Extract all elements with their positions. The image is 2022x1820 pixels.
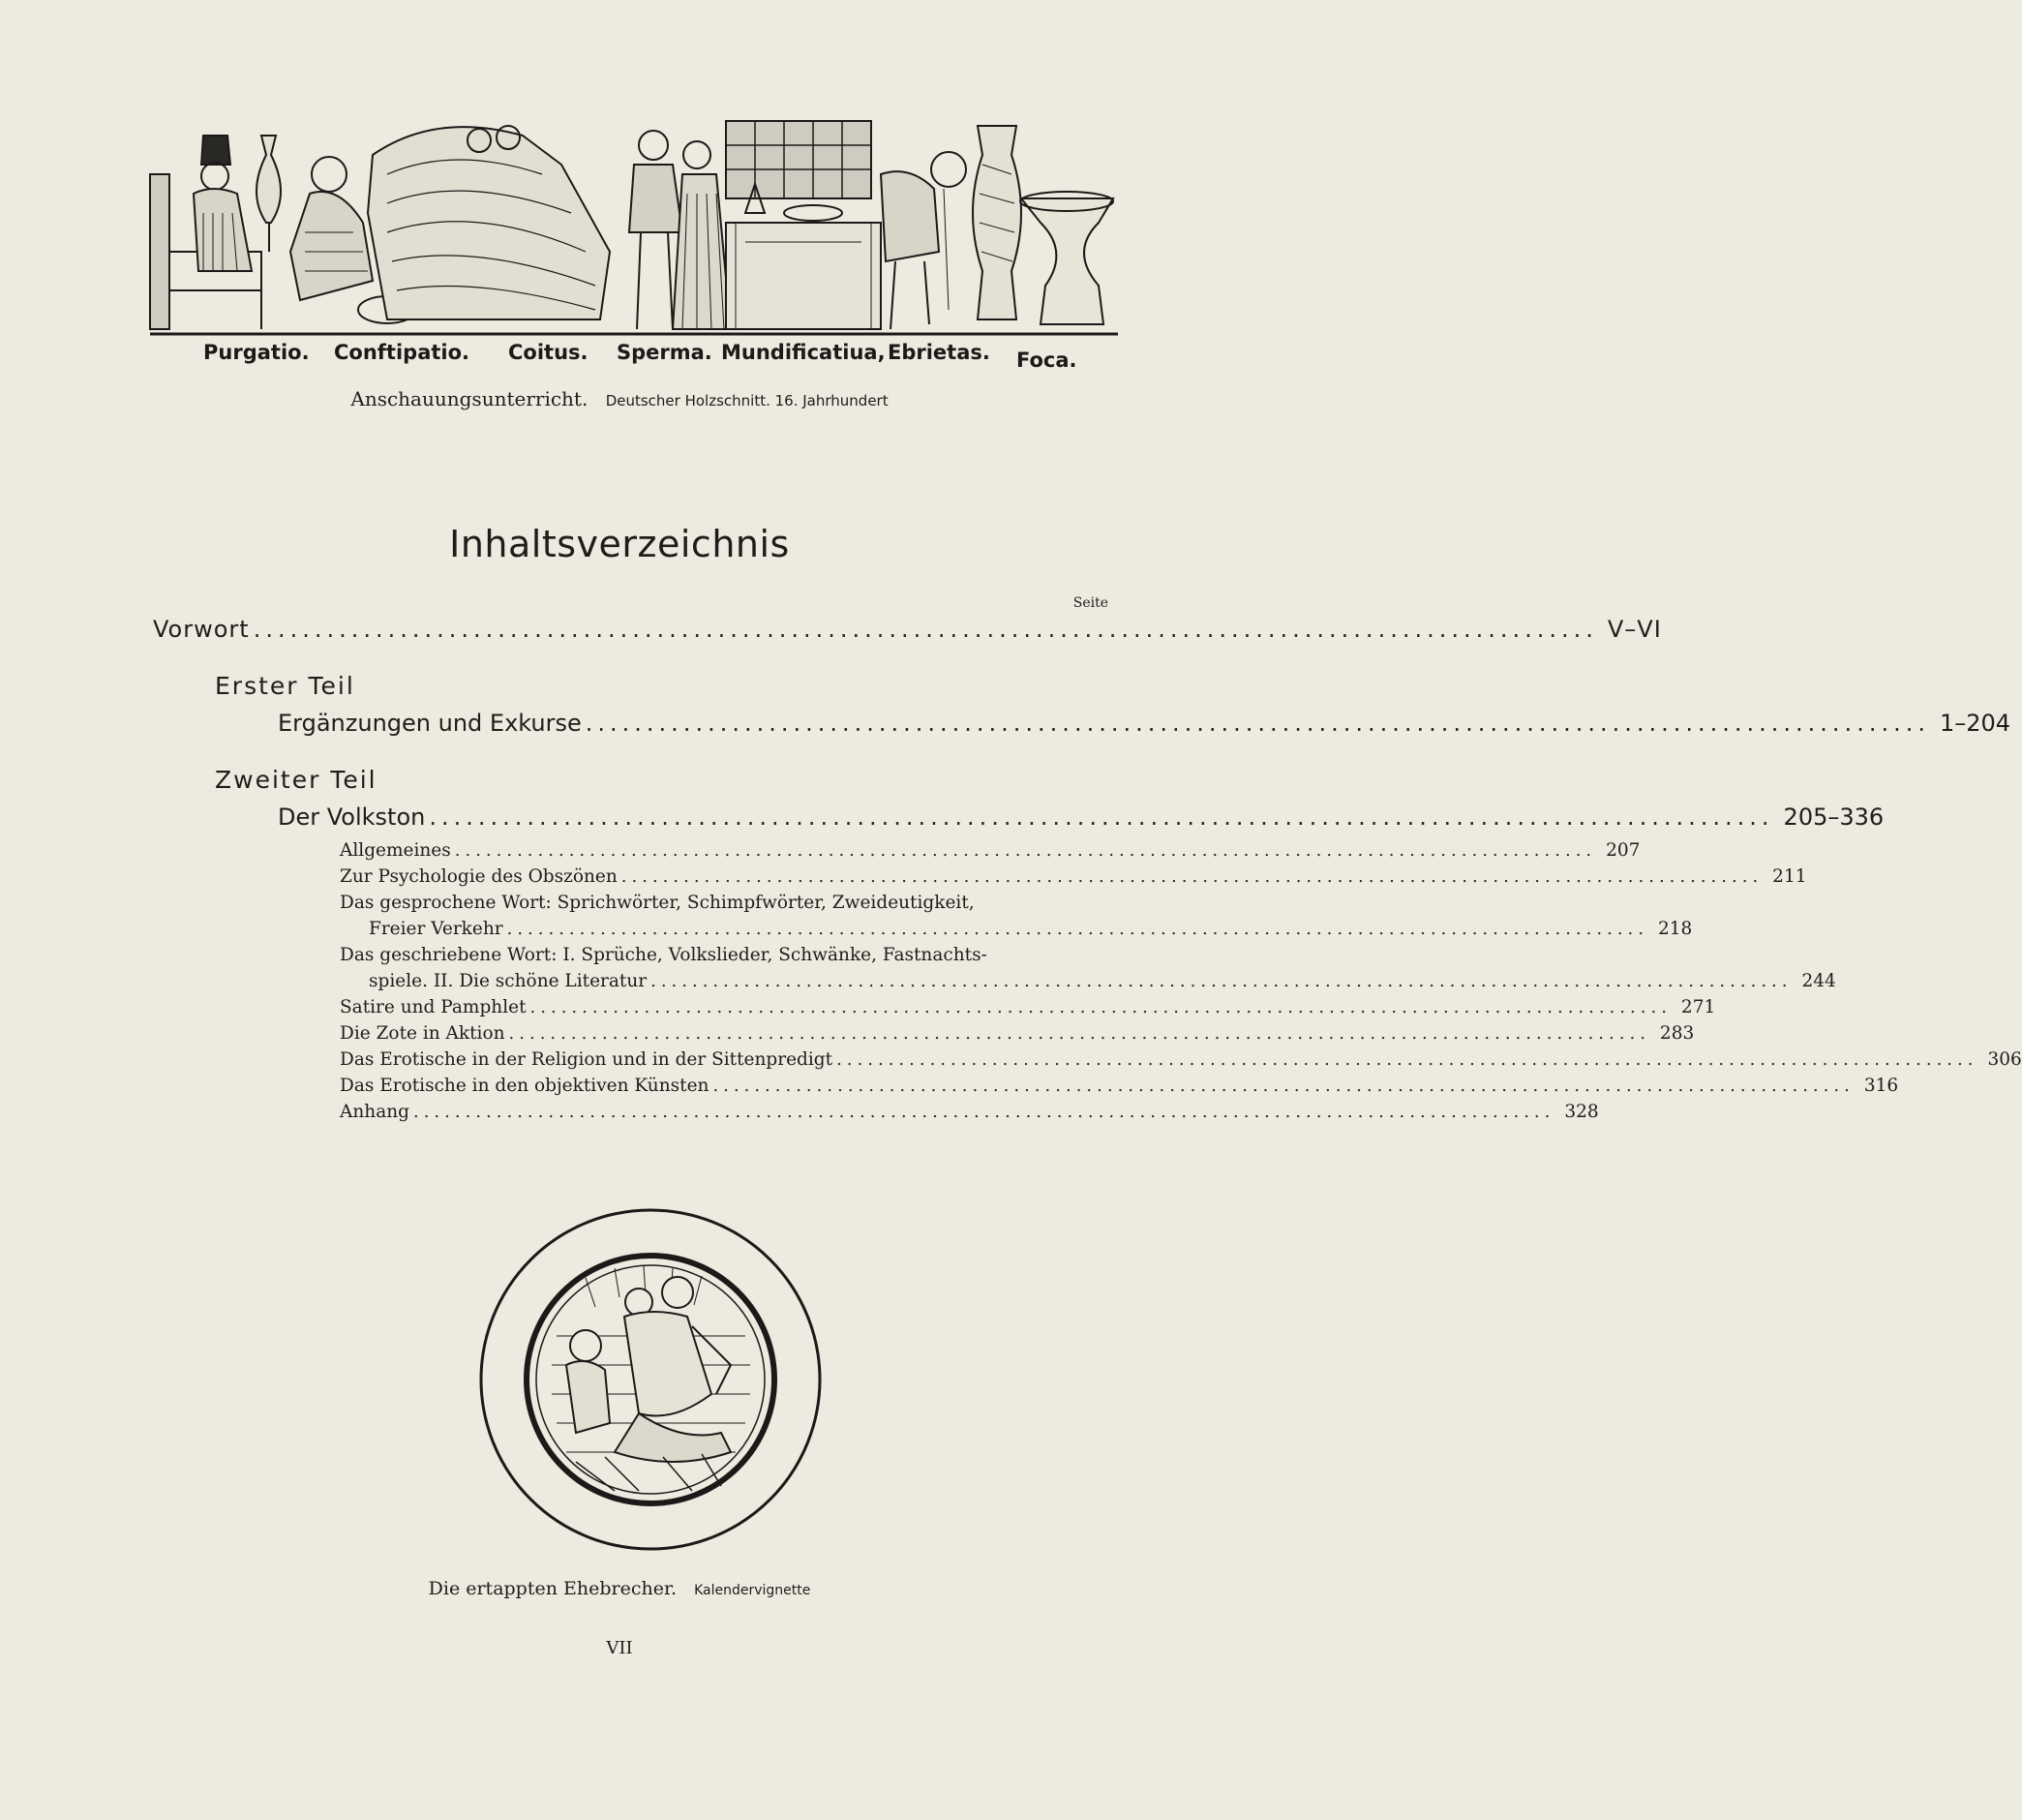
- toc-subentry-page: 244: [1801, 971, 1836, 991]
- toc-subentry-line1: Das gesprochene Wort: Sprichwörter, Schimpfwörter, Zweideutigkeit,: [340, 893, 975, 913]
- toc-subentry[interactable]: [340, 840, 1641, 861]
- toc-subentry[interactable]: [340, 997, 1716, 1017]
- leader-dots: ..............................................................................................................: [429, 804, 1774, 831]
- leader-dots: ..............................................................................................................: [712, 1076, 1855, 1096]
- woodcut-label: Ebrietas.: [888, 341, 990, 364]
- toc-subentry-label: Das Erotische in der Religion und in der Sittenpredigt: [340, 1049, 833, 1070]
- leader-dots: ..............................................................................................................: [650, 971, 1793, 991]
- toc-subentry-label: Freier Verkehr: [369, 919, 503, 939]
- toc-subentry[interactable]: [340, 1049, 2022, 1070]
- toc-subentry[interactable]: [340, 1102, 1599, 1122]
- page-number: VII: [606, 1638, 633, 1658]
- toc-subentry-page: 283: [1659, 1023, 1695, 1044]
- toc-subentry-page: 218: [1657, 919, 1693, 939]
- leader-dots: ..............................................................................................................: [506, 919, 1648, 939]
- vignette-caption: [0, 1578, 1239, 1599]
- part-heading-2: Zweiter Teil: [215, 766, 377, 794]
- woodcut-label: Foca.: [1016, 349, 1077, 372]
- toc-subentry-page: 207: [1606, 840, 1641, 861]
- toc-subentry[interactable]: [369, 971, 1836, 991]
- part-heading-1: Erster Teil: [215, 672, 355, 700]
- page-column-label: Seite: [1072, 595, 1108, 611]
- vignette-caption-source: Kalendervignette: [694, 1583, 811, 1598]
- toc-subentry[interactable]: [369, 919, 1693, 939]
- toc-entry-vorwort[interactable]: [153, 616, 1662, 643]
- toc-subentry-page: 211: [1772, 866, 1807, 887]
- toc-entry-label: Ergänzungen und Exkurse: [278, 710, 582, 737]
- leader-dots: ..............................................................................................................: [508, 1023, 1650, 1044]
- woodcut-labels: [145, 341, 1123, 379]
- woodcut-label: Coitus.: [508, 341, 588, 364]
- calendar-vignette-image: [469, 1200, 832, 1559]
- toc-entry-page: 205–336: [1783, 804, 1885, 831]
- toc-subentry-label: Zur Psychologie des Obszönen: [340, 866, 618, 887]
- toc-entry-label: Vorwort: [153, 616, 250, 643]
- toc-subentry[interactable]: [340, 1023, 1695, 1044]
- toc-subentry-page: 328: [1564, 1102, 1599, 1122]
- leader-dots: ..............................................................................................................: [253, 616, 1598, 643]
- woodcut-label: Mundificatiua,: [721, 341, 886, 364]
- toc-entry-page: 1–204: [1939, 710, 2011, 737]
- leader-dots: ..............................................................................................................: [836, 1049, 1978, 1070]
- leader-dots: ..............................................................................................................: [585, 710, 1930, 737]
- leader-dots: ..............................................................................................................: [454, 840, 1597, 861]
- toc-subentry-label: Anhang: [340, 1102, 409, 1122]
- toc-subentry-label: Das Erotische in den objektiven Künsten: [340, 1076, 709, 1096]
- woodcut-caption: [0, 387, 1239, 410]
- toc-entry-part2[interactable]: [278, 804, 1885, 831]
- toc-subentry-label: Allgemeines: [340, 840, 451, 861]
- toc-subentry-label: Die Zote in Aktion: [340, 1023, 505, 1044]
- leader-dots: ..............................................................................................................: [529, 997, 1672, 1017]
- toc-subentry-line1: Das geschriebene Wort: I. Sprüche, Volkslieder, Schwänke, Fastnachts-: [340, 945, 987, 965]
- toc-subentry-label: spiele. II. Die schöne Literatur: [369, 971, 648, 991]
- toc-subentry[interactable]: [340, 1076, 1899, 1096]
- woodcut-illustration: [145, 116, 1123, 353]
- toc-entry-label: Der Volkston: [278, 804, 426, 831]
- toc-subentry-label: Satire und Pamphlet: [340, 997, 527, 1017]
- toc-subentry-page: 316: [1863, 1076, 1899, 1096]
- woodcut-label: Conftipatio.: [334, 341, 470, 364]
- leader-dots: ..............................................................................................................: [412, 1102, 1555, 1122]
- toc-entry-part1[interactable]: [278, 710, 2011, 737]
- toc-title: Inhaltsverzeichnis: [449, 523, 790, 565]
- woodcut-label: Sperma.: [617, 341, 712, 364]
- toc-subentry-page: 271: [1680, 997, 1716, 1017]
- woodcut-label: Purgatio.: [203, 341, 310, 364]
- woodcut-caption-source: Deutscher Holzschnitt. 16. Jahrhundert: [605, 392, 889, 410]
- toc-subentry-page: 306: [1987, 1049, 2022, 1070]
- vignette-caption-main: Die ertappten Ehebrecher.: [428, 1578, 678, 1599]
- woodcut-caption-main: Anschauungsunterricht.: [350, 387, 588, 410]
- toc-subentry[interactable]: [340, 866, 1807, 887]
- toc-entry-page: V–VI: [1607, 616, 1662, 643]
- leader-dots: ..............................................................................................................: [620, 866, 1764, 887]
